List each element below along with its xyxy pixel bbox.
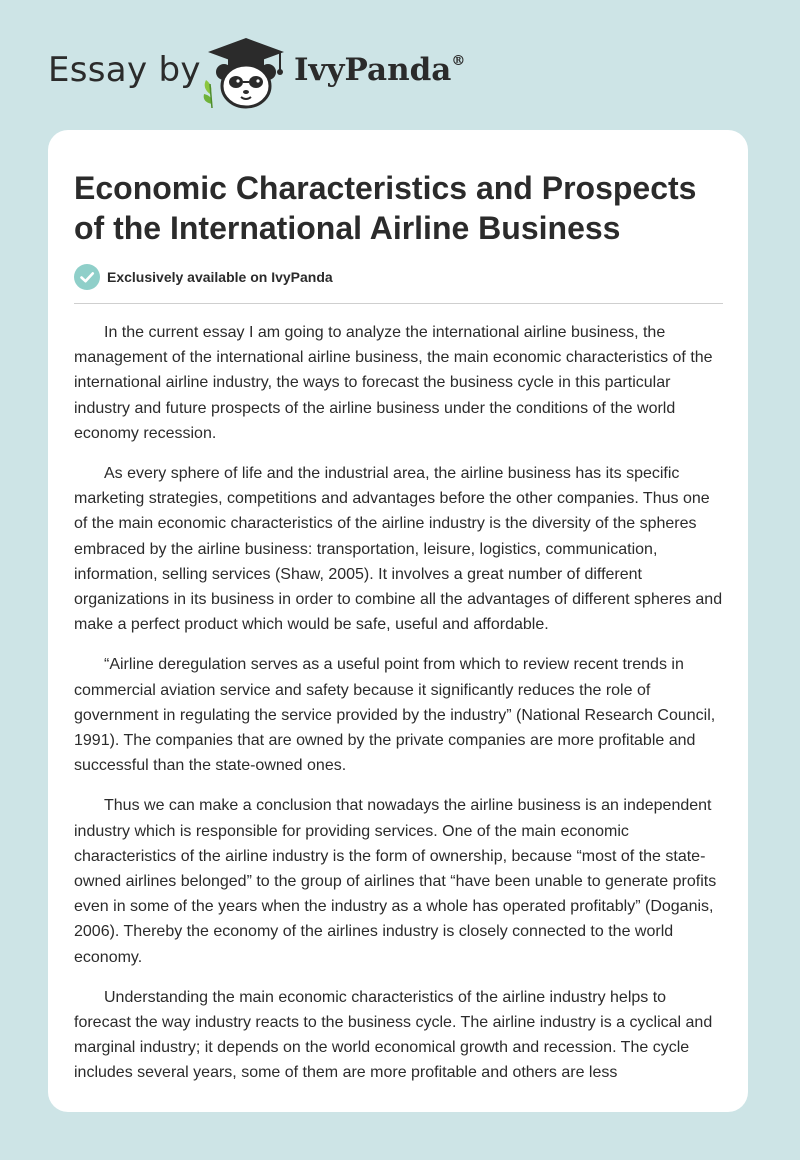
paragraph: Understanding the main economic characteristics of the airline industry helps to forecast the way industry reacts to the business cycle. The airline industry is a cyclical and marginal industry; it depends on the world economical growth and recession. The cycle includes several years, some of them are more profitable and others are less (74, 988, 713, 1082)
badge-text: Exclusively available on IvyPanda (107, 269, 333, 285)
paragraph: As every sphere of life and the industrial area, the airline business has its specific marketing strategies, competitions and advantages before the other companies. Thus one of the main economic characteristics of the airline industry is the diversity of the spheres embraced by the airline business: transportation, leisure, logistics, communication, information, selling services (Shaw, 2005). It involves a great number of different organizations in its business in order to combine all the advantages of different spheres and make a perfect product which would be safe, useful and affordable. (74, 465, 723, 634)
paragraph: “Airline deregulation serves as a useful point from which to review recent trends in commercial aviation service and safety because it significantly reduces the role of government in regulating the service provided by the industry” (National Research Council, 1991). The companies that are owned by the private companies are more profitable and successful than the state-owned ones. (74, 656, 716, 775)
paragraph: Thus we can make a conclusion that nowadays the airline business is an independent industry which is responsible for providing services. One of the main economic characteristics of the airline industry is the form of ownership, because “most of the state-owned airlines belonged” to the group of airlines that “have been unable to generate profits even in some of the years when the industry as a whole has operated profitably” (Doganis, 2006). Thereby the economy of the airlines industry is closely connected to the world economy. (74, 797, 717, 966)
check-circle-icon (74, 264, 100, 290)
panda-graduate-logo-icon[interactable] (200, 32, 292, 110)
essay-card (48, 130, 748, 1112)
brand-name (294, 52, 465, 88)
brand-name-text: IvyPanda (294, 52, 452, 88)
registered-mark: ® (451, 52, 466, 69)
divider (74, 303, 723, 304)
paragraph: In the current essay I am going to analyze the international airline business, the management of the international airline business, the main economic characteristics of the international airline industry, the ways to forecast the business cycle in this particular industry and future prospects of the airline business under the conditions of the world economy recession. (74, 324, 713, 442)
site-header (0, 0, 800, 130)
exclusive-badge (74, 264, 333, 290)
essay-body (74, 320, 724, 1101)
brand-prefix: Essay by (48, 50, 201, 90)
page-title: Economic Characteristics and Prospects of the International Airline Business (74, 170, 697, 246)
